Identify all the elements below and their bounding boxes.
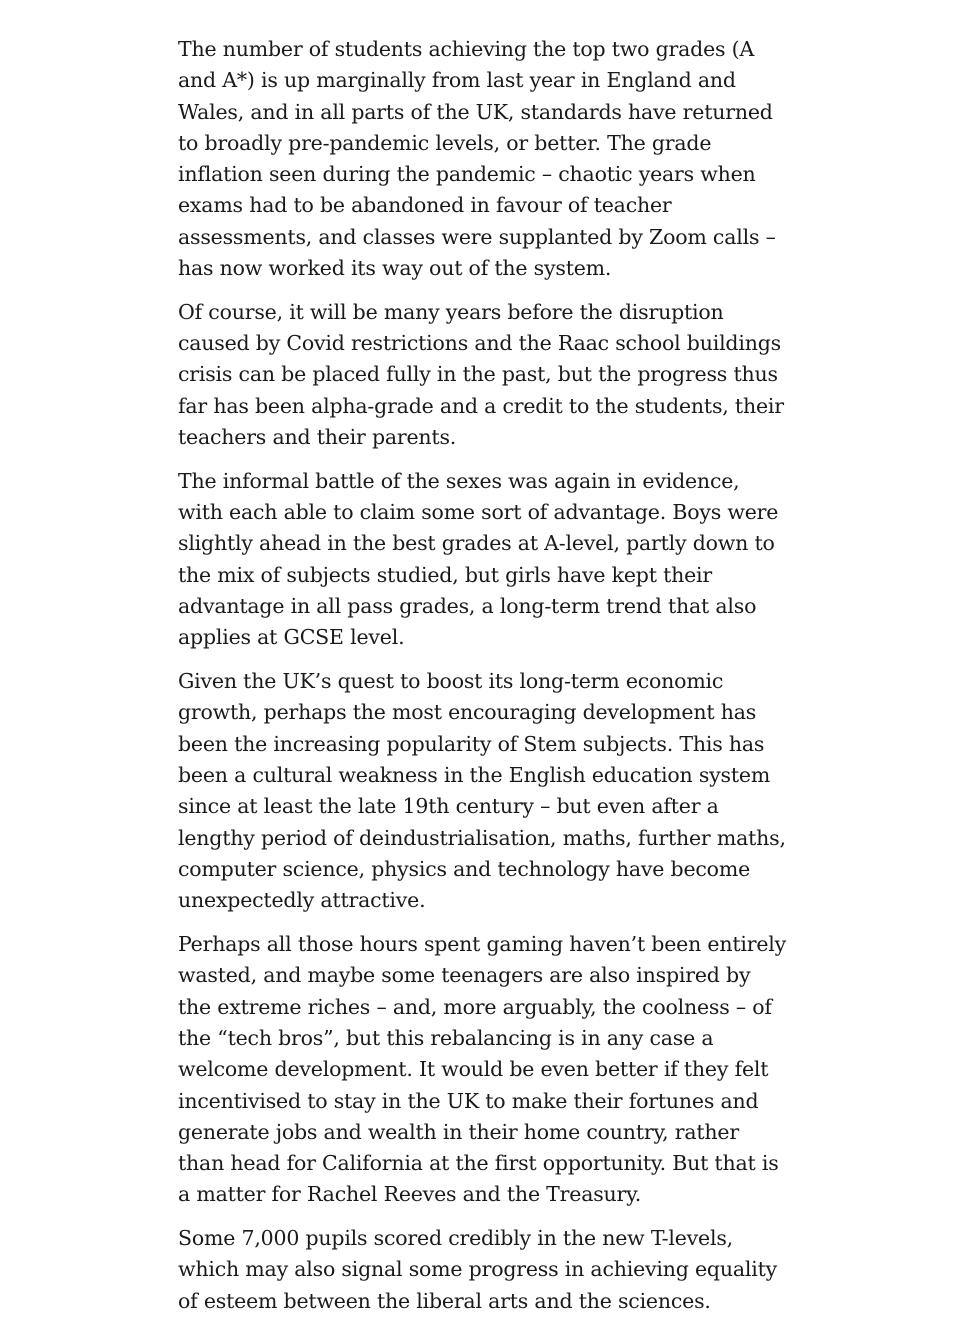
paragraph-grades: The number of students achieving the top two grades (A and A*) is up marginally from last year in England and Wales, and in all parts of the UK, standards have returned to broadly pre-pandemic levels, or better. The grade inflation seen during the pandemic – chaotic years when exams had to be abandoned in favour of teacher assessments, and classes were supplanted by Zoom calls – has now worked its way out of the system. (178, 37, 776, 281)
paragraph-disruption: Of course, it will be many years before the disruption caused by Covid restrictions and the Raac school buildings crisis can be placed fully in the past, but the progress thus far has been alpha-grade and a credit to the students, their teachers and their parents. (178, 299, 784, 450)
article-body (178, 34, 786, 1330)
paragraph-tech-bros: Perhaps all those hours spent gaming haven’t been entirely wasted, and maybe some teenagers are also inspired by the extreme riches – and, more arguably, the coolness – of the “tech bros”, but this rebalancing is in any case a welcome development. It would be even better if they felt incentivised to stay in the UK to make their fortunes and generate jobs and wealth in their home country, rather than head for California at the first opportunity. But that is a matter for Rachel Reeves and the Treasury. (178, 932, 787, 1207)
paragraph-sexes: The informal battle of the sexes was again in evidence, with each able to claim some sort of advantage. Boys were slightly ahead in the best grades at A-level, partly down to the mix of subjects studied, but girls have kept their advantage in all pass grades, a long-term trend that also applies at GCSE level. (178, 468, 779, 650)
paragraph-stem: Given the UK’s quest to boost its long-term economic growth, perhaps the most encouraging development has been the increasing popularity of Stem subjects. This has been a cultural weakness in the English education system since at least the late 19th century – but even after a lengthy period of deindustrialisation, maths, further maths, computer science, physics and technology have become unexpectedly attractive. (178, 669, 786, 913)
paragraph-t-levels: Some 7,000 pupils scored credibly in the new T-levels, which may also signal some progress in achieving equality of esteem between the liberal arts and the sciences. (178, 1226, 778, 1313)
